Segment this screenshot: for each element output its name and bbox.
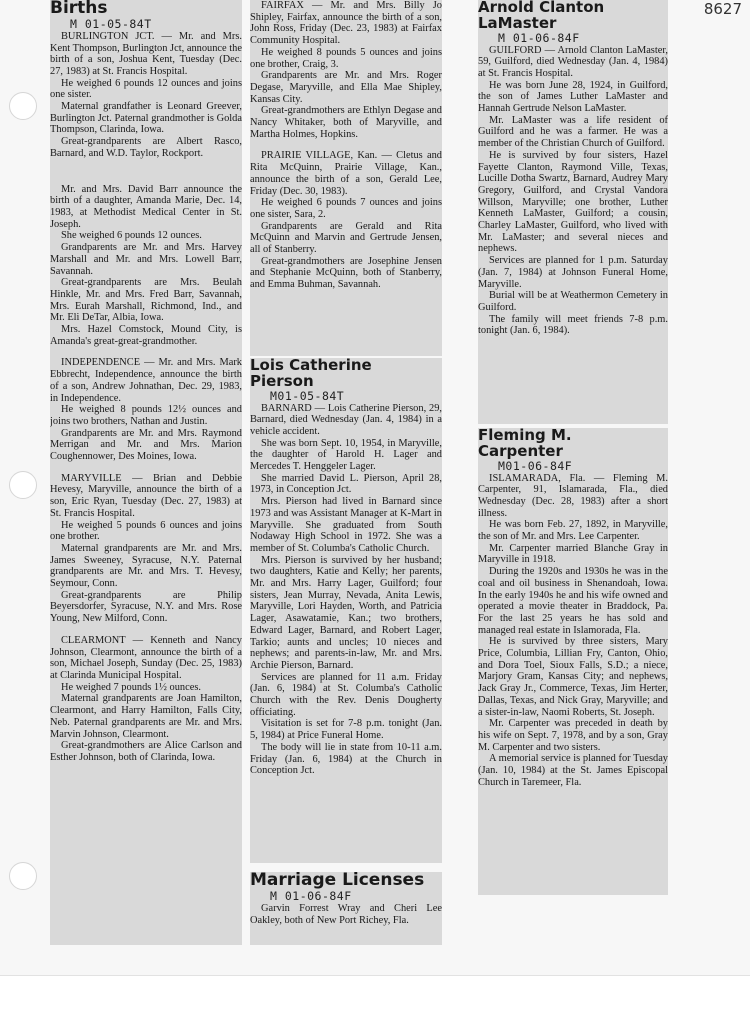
lamaster-paragraph: He is survived by four sisters, Hazel Fayette Clanton, Raymond Ville, Texas, Lucille Dotha Swartz, Barnard, Audrey Mary Gregory, Guilford, and Crystal Vandora Willson, Maryville; one brother, Luther Kenneth LaMaster, Guilford; a cousin, Charley LaMaster, Guilford, who lived with Mr. LaMaster; and several nieces and nephews. <box>478 149 668 255</box>
births-paragraph: Maternal grandfather is Leonard Greever, Burlington Jct. Paternal grandmother is Golda Thompson, Clarinda, Iowa. <box>50 101 242 136</box>
lamaster-paragraph: GUILFORD — Arnold Clanton LaMaster, 59, Guilford, died Wednesday (Jan. 4, 1984) at St. Francis Hospital. <box>478 44 668 79</box>
binder-hole-top <box>9 92 37 120</box>
births-paragraph: Maternal grandparents are Joan Hamilton, Clearmont, and Harry Hamilton, Falls City, Neb. Paternal grandparents are Mr. and Mrs. Marvin Johnson, Clearmont. <box>50 693 242 740</box>
carpenter-paragraph: ISLAMARADA, Fla. — Fleming M. Carpenter, 91, Islamarada, Fla., died Wednesday (Dec. 28, 1983) after a short illness. <box>478 472 668 519</box>
pierson-heading-line1: Lois Catherine <box>250 358 372 374</box>
pierson-paragraph: The body will lie in state from 10-11 a.m. Friday (Jan. 6, 1984) at the Church in Conception Jct. <box>250 741 442 777</box>
pierson-stamp: M01-05-84T <box>270 388 345 403</box>
births-continued-paragraph: FAIRFAX — Mr. and Mrs. Billy Jo Shipley, Fairfax, announce the birth of a son, John Ross, Friday (Dec. 23, 1983) at Fairfax Community Hospital. <box>250 0 442 47</box>
pierson-paragraph: Visitation is set for 7-8 p.m. tonight (Jan. 5, 1984) at Price Funeral Home. <box>250 718 442 742</box>
lamaster-paragraph: Mr. LaMaster was a life resident of Guilford and he was a farmer. He was a member of the Christian Church of Guilford. <box>478 114 668 150</box>
marriage-licenses-heading: Marriage Licenses <box>250 872 425 890</box>
births-paragraph: Great-grandparents are Albert Rasco, Barnard, and W.D. Taylor, Rockport. <box>50 136 242 159</box>
pierson-paragraph: Mrs. Pierson is survived by her husband; two daughters, Katie and Kelly; her parents, Mr. and Mrs. Harry Lager, Guilford; four sisters, Jean Murray, Nevada, Anita Lewis, Maryville, Lori Hayden, Worth, and Patricia Lager, Asawatamie, Kan.; two brothers, Edward Lager, Barnard, and Robert Lager, Tarkio; aunts and uncles; 10 nieces and nephews; and parents-in-law, Mr. and Mrs. Archie Pierson, Barnard. <box>250 554 442 671</box>
births-paragraph: MARYVILLE — Brian and Debbie Hevesy, Maryville, announce the birth of a son, Eric Ryan, Tuesday (Dec. 27, 1983) at St. Francis Hospital. <box>50 472 242 519</box>
births-continued-paragraph: He weighed 6 pounds 7 ounces and joins one sister, Sara, 2. <box>250 197 442 220</box>
births-stamp: M 01-05-84T <box>70 16 152 31</box>
pierson-paragraph: Services are planned for 11 a.m. Friday (Jan. 6, 1984) at St. Columba's Catholic Church with the Rev. Denis Dougherty officiating. <box>250 671 442 718</box>
births-paragraph: He weighed 7 pounds 1½ ounces. <box>61 681 201 693</box>
births-paragraph: He weighed 5 pounds 6 ounces and joins one brother. <box>50 519 242 543</box>
births-paragraph: She weighed 6 pounds 12 ounces. <box>61 230 202 242</box>
lamaster-stamp: M 01-06-84F <box>498 30 580 45</box>
births-paragraph: He weighed 6 pounds 12 ounces and joins one sister. <box>50 77 242 101</box>
binder-hole-middle <box>9 471 37 499</box>
births-paragraph: Mr. and Mrs. David Barr announce the birth of a daughter, Amanda Marie, Dec. 14, 1983, at Methodist Medical Center in St. Joseph. <box>50 183 242 230</box>
carpenter-paragraph: During the 1920s and 1930s he was in the coal and oil business in Shenandoah, Iowa. In the early 1940s he and his wife owned and operated a movie theater in Braddock, Pa. For the last 25 years he has sold and managed real estate in Islamorada, Fla. <box>478 566 668 636</box>
marriage-licenses-clipping <box>250 872 442 945</box>
births-continued-paragraph: He weighed 8 pounds 5 ounces and joins one brother, Craig, 3. <box>250 46 442 70</box>
carpenter-stamp: M01-06-84F <box>498 458 573 473</box>
page-number: 8627 <box>703 0 742 18</box>
pierson-paragraph: BARNARD — Lois Catherine Pierson, 29, Barnard, died Wednesday (Jan. 4, 1984) in a vehicle accident. <box>250 402 442 437</box>
lamaster-paragraph: The family will meet friends 7-8 p.m. tonight (Jan. 6, 1984). <box>478 313 668 337</box>
births-paragraph: BURLINGTON JCT. — Mr. and Mrs. Kent Thompson, Burlington Jct, announce the birth of a son, Joshua Kent, Tuesday (Dec. 27, 1983) at St. Francis Hospital. <box>50 30 242 77</box>
births-continued-paragraph: Great-grandmothers are Ethlyn Degase and Nancy Whitaker, both of Maryville, and Martha Holmes, Hopkins. <box>250 105 442 140</box>
births-paragraph: Grandparents are Mr. and Mrs. Harvey Marshall and Mr. and Mrs. Lowell Barr, Savannah. <box>50 242 242 277</box>
pierson-paragraph: Mrs. Pierson had lived in Barnard since 1973 and was Assistant Manager at K-Mart in Maryville. She graduated from South Nodaway High School in 1972. She was a member of St. Columba's Catholic Church. <box>250 496 442 554</box>
carpenter-paragraph: He is survived by three sisters, Mary Price, Columbia, Lillian Fry, Canton, Ohio, and Dora Toel, Sioux Falls, S.D.; a niece, Marjory Gram, Kansas City; and nephews, Jack Gray Jr., Commerce, Texas, Jim Herter, Dallas, Texas, and Nick Gray, Maryville; and a sister-in-law, Naomi Roberts, St. Joseph. <box>478 636 668 718</box>
births-paragraph: Mrs. Hazel Comstock, Mound City, is Amanda's great-great-grandmother. <box>50 324 242 347</box>
births-continued-paragraph: Grandparents are Mr. and Mrs. Roger Degase, Maryville, and Ella Mae Shipley, Kansas City. <box>250 70 442 105</box>
pierson-obituary-clipping <box>250 358 442 863</box>
births-clipping <box>50 0 242 945</box>
carpenter-paragraph: Mr. Carpenter was preceded in death by his wife on Sept. 7, 1978, and by a son, Gray M. Carpenter and two sisters. <box>478 718 668 753</box>
births-continued-paragraph: Grandparents are Gerald and Rita McQuinn and Marvin and Gertrude Jensen, all of Stanberry. <box>250 220 442 256</box>
births-continued-paragraph: Great-grandmothers are Josephine Jensen and Stephanie McQuinn, both of Stanberry, and Emma Buhman, Savannah. <box>250 255 442 291</box>
births-paragraph: Maternal grandparents are Mr. and Mrs. James Sweeney, Syracuse, N.Y. Paternal grandparents are Mr. and Mrs. T. Hevesy, Seymour, Conn. <box>50 542 242 590</box>
marriage-licenses-stamp: M 01-06-84F <box>270 888 352 903</box>
births-paragraph: Great-grandmothers are Alice Carlson and Esther Johnson, both of Clarinda, Iowa. <box>50 740 242 763</box>
lamaster-paragraph: Burial will be at Weathermon Cemetery in Guilford. <box>478 290 668 313</box>
carpenter-paragraph: He was born Feb. 27, 1892, in Maryville, the son of Mr. and Mrs. Lee Carpenter. <box>478 519 668 543</box>
births-paragraph: He weighed 8 pounds 12½ ounces and joins two brothers, Nathan and Justin. <box>50 404 242 427</box>
births-paragraph: Grandparents are Mr. and Mrs. Raymond Merrigan and Mr. and Mrs. Marion Coughennower, Des Moines, Iowa. <box>50 427 242 463</box>
carpenter-paragraph: A memorial service is planned for Tuesday (Jan. 10, 1984) at the St. James Episcopal Church in Taremeer, Fla. <box>478 753 668 788</box>
births-continued-paragraph: PRAIRIE VILLAGE, Kan. — Cletus and Rita McQuinn, Prairie Village, Kan., announce the birth of a son, Gerald Lee, Friday (Dec. 30, 1983). <box>250 150 442 197</box>
births-paragraph: CLEARMONT — Kenneth and Nancy Johnson, Clearmont, announce the birth of a son, Michael Joseph, Sunday (Dec. 25, 1983) at Clarinda Municipal Hospital. <box>50 634 242 681</box>
carpenter-paragraph: Mr. Carpenter married Blanche Gray in Maryville in 1918. <box>478 542 668 566</box>
lamaster-paragraph: Services are planned for 1 p.m. Saturday (Jan. 7, 1984) at Johnson Funeral Home, Maryville. <box>478 255 668 290</box>
marriage-paragraph: Garvin Forrest Wray and Cheri Lee Oakley, both of New Port Richey, Fla. <box>250 902 442 926</box>
lamaster-obituary-clipping <box>478 0 668 424</box>
pierson-paragraph: She was born Sept. 10, 1954, in Maryville, the daughter of Harold H. Lager and Mercedes T. Henggeler Lager. <box>250 437 442 473</box>
page-bottom-margin <box>0 975 750 1034</box>
carpenter-obituary-clipping <box>478 428 668 895</box>
births-continued-clipping <box>250 0 442 356</box>
births-paragraph: Great-grandparents are Mrs. Beulah Hinkle, Mr. and Mrs. Fred Barr, Savannah, Mrs. Eurah Marshall, Richmond, Ind., and Mr. Eli DeTar, Albia, Iowa. <box>50 277 242 324</box>
carpenter-heading-line1: Fleming M. <box>478 428 572 444</box>
carpenter-heading-line2: Carpenter <box>478 441 563 460</box>
lamaster-paragraph: He was born June 28, 1924, in Guilford, the son of James Luther LaMaster and Hannah Gertrude Nelson LaMaster. <box>478 79 668 115</box>
births-paragraph: Great-grandparents are Philip Beyersdorfer, Syracuse, N.Y. and Mrs. Rose Young, New Milford, Conn. <box>50 589 242 625</box>
lamaster-heading-line1: Arnold Clanton <box>478 0 605 16</box>
births-paragraph: INDEPENDENCE — Mr. and Mrs. Mark Ebbrecht, Independence, announce the birth of a son, Andrew Johnathan, Dec. 29, 1983, in Independence. <box>50 357 242 404</box>
pierson-paragraph: She married David L. Pierson, April 28, 1973, in Conception Jct. <box>250 472 442 496</box>
births-heading: Births <box>50 0 108 18</box>
lamaster-heading-line2: LaMaster <box>478 13 557 32</box>
binder-hole-bottom <box>9 862 37 890</box>
pierson-heading-line2: Pierson <box>250 371 314 390</box>
